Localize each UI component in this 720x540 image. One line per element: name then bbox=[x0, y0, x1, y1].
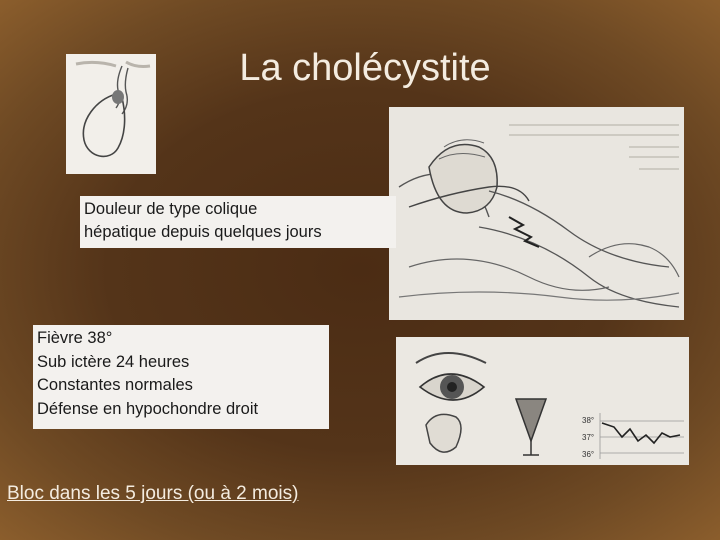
slide-title: La cholécystite bbox=[239, 47, 491, 89]
sign-jaundice: Sub ictère 24 heures bbox=[37, 352, 190, 371]
sign-guarding: Défense en hypochondre droit bbox=[37, 399, 259, 418]
pain-description-box bbox=[80, 196, 396, 248]
sign-vitals: Constantes normales bbox=[37, 376, 193, 394]
temp-label-38: 38° bbox=[582, 416, 595, 425]
temp-label-36: 36° bbox=[582, 450, 595, 459]
gallbladder-icon bbox=[66, 54, 156, 174]
patient-in-bed-icon bbox=[389, 107, 684, 320]
clinical-signs-box bbox=[33, 325, 329, 429]
pain-line-1: Douleur de type colique bbox=[84, 200, 258, 218]
gallbladder-illustration bbox=[66, 54, 156, 174]
clinical-signs-illustration bbox=[396, 337, 689, 465]
sign-fever: Fièvre 38° bbox=[37, 329, 113, 347]
temp-label-37: 37° bbox=[582, 433, 595, 442]
pain-line-2: hépatique depuis quelques jours bbox=[84, 223, 322, 241]
conclusion-text: Bloc dans les 5 jours (ou à 2 mois) bbox=[7, 483, 299, 504]
patient-illustration bbox=[389, 107, 684, 320]
eye-and-temperature-icon bbox=[396, 337, 689, 465]
